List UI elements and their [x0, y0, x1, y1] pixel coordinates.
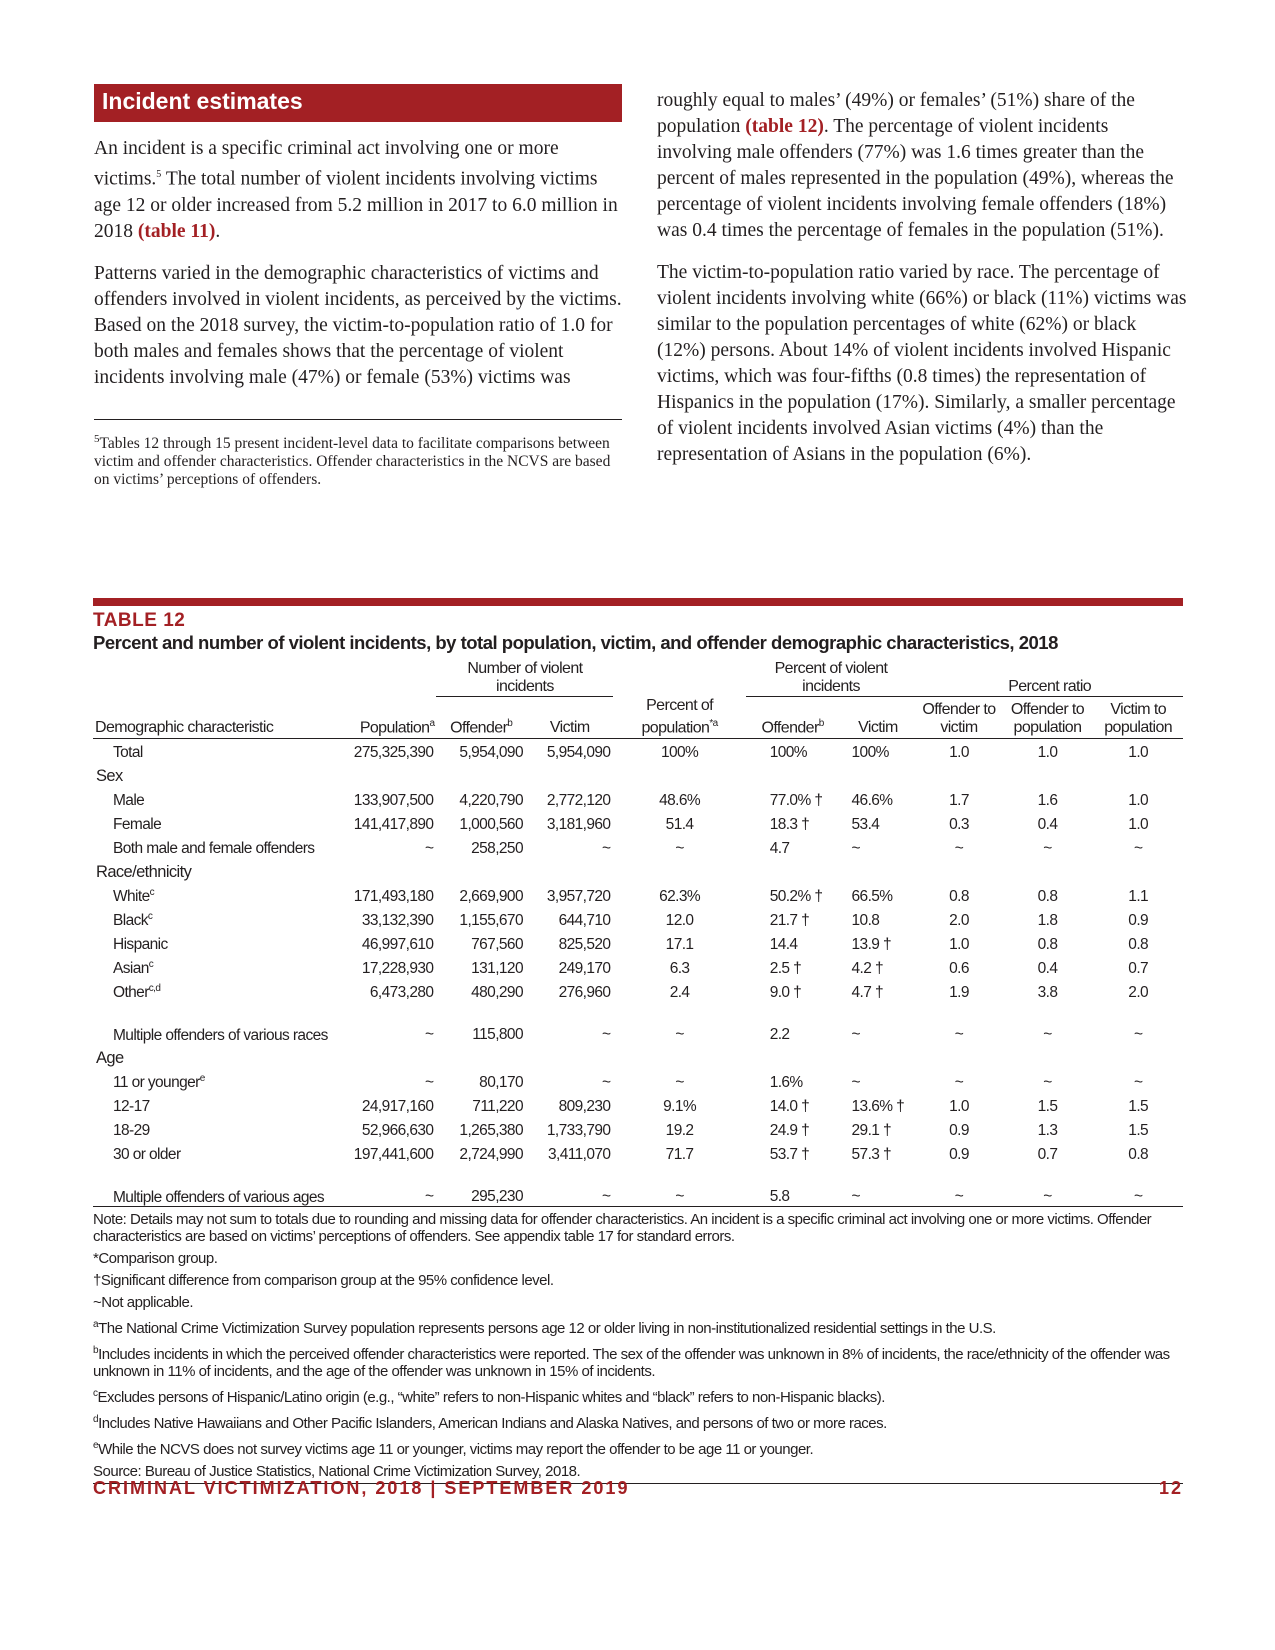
page-number: 12 [1158, 1478, 1183, 1498]
cell: 1.1 [1128, 888, 1149, 906]
table-note: Note: Details may not sum to totals due to rounding and missing data for offender characteristics. An incident is a specific criminal act involving one or more victims. Offender characteristics are based on victims’ perceptions of offenders. See appendix table 17 for standard errors. [93, 1210, 1152, 1245]
cell: ~ [851, 840, 860, 858]
cell [916, 1044, 1001, 1068]
row-label: Multiple offenders of various races [113, 1027, 328, 1045]
cell: ~ [675, 1074, 684, 1092]
table-row [93, 930, 1183, 954]
cell: 2.2 [769, 1026, 790, 1044]
cell: 33,132,390 [361, 912, 434, 930]
cell [916, 858, 1001, 882]
cell: 51.4 [665, 816, 694, 834]
row-label: 30 or older [113, 1146, 181, 1164]
cell: 0.8 [949, 888, 969, 906]
cell: 295,230 [436, 1164, 526, 1206]
table-row [93, 1116, 1183, 1140]
cell: 5,954,090 [459, 744, 523, 762]
cell: 3,411,070 [548, 1146, 611, 1164]
cell: 4,220,790 [459, 792, 523, 810]
section-row [93, 762, 1183, 786]
cell: 6.3 [669, 960, 690, 978]
cell: 2,669,900 [459, 888, 523, 906]
text: The total number of violent incidents involving victims age 12 or older increased from 5.2 million in 2017 to 6.0 million in 2018 [94, 168, 618, 242]
cell: 1.0 [1128, 816, 1149, 834]
cell [1002, 858, 1094, 882]
col-offender-to-victim: Offender to victim [916, 697, 1001, 739]
cell: 2.0 [1128, 984, 1149, 1002]
cell: 4.7 † [851, 984, 884, 1002]
cell: 1,733,790 [546, 1122, 611, 1140]
row-label: Multiple offenders of various ages [93, 1164, 340, 1206]
cell [1093, 1044, 1183, 1068]
col-offender-to-population: Offender to population [1002, 697, 1094, 739]
paragraph [657, 88, 1187, 244]
cell: 1.0 [949, 1098, 969, 1116]
cell: ~ [675, 840, 684, 858]
cell: 1.0 [1037, 744, 1058, 762]
cell: ~ [916, 1164, 1001, 1206]
cell [840, 1044, 917, 1068]
cell: 1.6 [1037, 792, 1058, 810]
col-offender-number: Offender$^b$ [436, 697, 526, 739]
cell: 14.4 [769, 936, 798, 954]
cell: 644,710 [558, 912, 611, 930]
cell: 1.7 [949, 792, 969, 810]
cell: 131,120 [471, 960, 523, 978]
cell: ~ [1043, 1026, 1052, 1044]
row-label: Asian$^c$ [113, 959, 154, 978]
cell [840, 762, 917, 786]
cell: 17,228,930 [361, 960, 434, 978]
row-label: Both male and female offenders [113, 840, 315, 858]
text: . The percentage of violent incidents involving male offenders (77%) was 1.6 times greater than the percent of males represented in the population (49%), whereas the percentage of violent incidents involving female offenders (18%) was 0.4 times the percentage of females in the population (51%). [657, 116, 1174, 241]
cell: 3,181,960 [546, 816, 611, 834]
cell: 46.6% [851, 792, 893, 810]
ratio-group-header: Percent ratio [916, 660, 1183, 697]
cell: ~ [601, 840, 611, 858]
cell: ~ [424, 840, 434, 858]
cell: 17.1 [665, 936, 694, 954]
table-note: $^c$Excludes persons of Hispanic/Latino origin (e.g., “white” refers to non-Hispanic whites and “black” refers to non-Hispanic blacks). [93, 1387, 885, 1406]
cell [613, 762, 745, 786]
cell: 100% [851, 744, 889, 762]
cell [436, 762, 526, 786]
cell: ~ [851, 1026, 860, 1044]
cell [746, 762, 840, 786]
cell: 24.9 † [769, 1122, 810, 1140]
cell: 5.8 [746, 1164, 840, 1206]
row-label: Age [96, 1049, 124, 1068]
col-population: Population$^a$ [340, 697, 436, 739]
col-victim-to-population: Victim to population [1093, 697, 1183, 739]
cell: 50.2% † [769, 888, 823, 906]
cell: ~ [675, 1026, 684, 1044]
cell: ~ [1133, 840, 1143, 858]
cell: 2,772,120 [546, 792, 611, 810]
cell: ~ [613, 1164, 745, 1206]
cell [1002, 762, 1094, 786]
col-demographic: Demographic characteristic [93, 697, 340, 739]
cell [916, 762, 1001, 786]
text: An incident is a specific criminal act involving one or more victims. [94, 138, 559, 190]
cell: 2.5 † [769, 960, 802, 978]
cell: ~ [1093, 1164, 1183, 1206]
cell: 0.3 [949, 816, 969, 834]
cell: 0.9 [949, 1122, 969, 1140]
table-row [93, 1068, 1183, 1092]
cell: 48.6% [659, 792, 701, 810]
table-row [93, 1140, 1183, 1164]
table-row [93, 1002, 1183, 1044]
row-label: 11 or younger$^e$ [113, 1073, 205, 1092]
paragraph: Patterns varied in the demographic characteristics of victims and offenders involved in violent incidents, as perceived by the victims. Based on the 2018 survey, the victim-to-population ratio of 1.0 for both males and females shows that the percentage of violent incidents involving male (47%) or female (53%) victims was [94, 262, 622, 388]
cell: 6,473,280 [369, 984, 434, 1002]
table-note: $^b$Includes incidents in which the perceived offender characteristics were reported. The sex of the offender was unknown in 8% of incidents, the race/ethnicity of the offender was unknown in 11% of incidents, and the age of the offender was unknown in 15% of incidents. [93, 1344, 1170, 1380]
cell: 0.9 [949, 1146, 969, 1164]
cell: 62.3% [659, 888, 701, 906]
cell: 258,250 [471, 840, 523, 858]
cell: 0.7 [1037, 1146, 1058, 1164]
cell: 0.8 [1037, 936, 1058, 954]
cell: 0.8 [1037, 888, 1058, 906]
row-label: Female [113, 816, 162, 834]
table-row [93, 1164, 1183, 1206]
table-row [93, 1092, 1183, 1116]
table-row [93, 882, 1183, 906]
cell [1093, 858, 1183, 882]
cell: ~ [1002, 1164, 1094, 1206]
cell: 480,290 [471, 984, 523, 1002]
cell [746, 858, 840, 882]
table-12-link[interactable]: (table 12) [745, 116, 824, 137]
cell: 21.7 † [769, 912, 810, 930]
cell [613, 1044, 745, 1068]
cell: 1.5 [1037, 1098, 1058, 1116]
table-note: $^e$While the NCVS does not survey victims age 11 or younger, victims may report the offender to be age 11 or younger. [93, 1439, 814, 1458]
cell: 71.7 [665, 1146, 694, 1164]
cell: ~ [1043, 1074, 1052, 1092]
cell [613, 858, 745, 882]
row-label: White$^c$ [113, 887, 155, 906]
cell: ~ [340, 1164, 436, 1206]
cell: 711,220 [472, 1098, 523, 1116]
row-label: Hispanic [113, 936, 168, 954]
footnote-text: Tables 12 through 15 present incident-level data to facilitate comparisons between victim and offender characteristics. Offender characteristics in the NCVS are based on victims’ perceptions of offenders. [94, 434, 611, 488]
cell [1002, 1044, 1094, 1068]
cell: ~ [1043, 840, 1052, 858]
data-table [93, 660, 1183, 1207]
percent-group-header: Percent of violent incidents [746, 660, 917, 697]
number-group-header: Number of violent incidents [436, 660, 613, 697]
cell: 0.4 [1037, 816, 1058, 834]
section-row [93, 1044, 1183, 1068]
cell: ~ [840, 1164, 917, 1206]
cell: 4.7 [769, 840, 790, 858]
cell: 46,997,610 [361, 936, 434, 954]
paragraph: The victim-to-population ratio varied by race. The percentage of violent incidents involving white (66%) or black (11%) victims was similar to the population percentages of white (62%) or black (12%) persons. About 14% of violent incidents involved Hispanic victims, which was four-fifths (0.8 times) the representation of Hispanics in the population (17%). Similarly, a smaller percentage of violent incidents involved Asian victims (4%) than the representation of Asians in the population (6%). [657, 262, 1187, 465]
table-note: $^a$The National Crime Victimization Survey population represents persons age 12 or older living in non-institutionalized residential settings in the U.S. [93, 1318, 996, 1337]
cell [436, 858, 526, 882]
cell: 18.3 † [769, 816, 810, 834]
left-column [94, 84, 622, 489]
cell [340, 1044, 436, 1068]
cell: 2.0 [949, 912, 969, 930]
cell: 57.3 † [851, 1146, 892, 1164]
table-12 [93, 598, 1183, 1489]
cell: 29.1 † [851, 1122, 892, 1140]
cell: 53.7 † [769, 1146, 810, 1164]
text: roughly equal to males’ (49%) or females’ (51%) share of the population [657, 90, 1135, 137]
row-label: Total [113, 744, 143, 762]
cell: ~ [954, 1074, 964, 1092]
footnote-number: 5 [94, 432, 100, 445]
cell: 0.8 [1128, 936, 1149, 954]
cell: 825,520 [558, 936, 611, 954]
cell [436, 1044, 526, 1068]
col-percent-population: Percent of population$^{*a}$ [613, 697, 745, 739]
table-row [93, 954, 1183, 978]
cell: 1.8 [1037, 912, 1058, 930]
cell: 9.0 † [769, 984, 802, 1002]
cell [1093, 762, 1183, 786]
col-victim-number: Victim [526, 697, 613, 739]
cell: 0.6 [949, 960, 969, 978]
cell: 1,265,380 [459, 1122, 523, 1140]
cell: 115,800 [472, 1026, 523, 1044]
cell: 3,957,720 [546, 888, 611, 906]
row-label: 12-17 [113, 1098, 150, 1116]
table-note: Source: Bureau of Justice Statistics, National Crime Victimization Survey, 2018. [93, 1463, 1183, 1484]
cell: 1.9 [949, 984, 969, 1002]
cell: 5,954,090 [546, 744, 611, 762]
table-rule [93, 598, 1183, 606]
footer-title: CRIMINAL VICTIMIZATION, 2018 | SEPTEMBER 2019 [93, 1478, 630, 1498]
table-title: Percent and number of violent incidents, by total population, victim, and offender demographic characteristics, 2018 [93, 632, 1058, 653]
cell: 171,493,180 [353, 888, 434, 906]
table-row [93, 810, 1183, 834]
cell: ~ [601, 1026, 611, 1044]
cell: 249,170 [558, 960, 611, 978]
cell: 13.9 † [851, 936, 892, 954]
row-label: 18-29 [113, 1122, 150, 1140]
cell: 276,960 [558, 984, 611, 1002]
right-column [657, 88, 1187, 484]
cell [526, 858, 613, 882]
section-row [93, 858, 1183, 882]
section-heading: Incident estimates [94, 84, 622, 122]
table-note: $^d$Includes Native Hawaiians and Other Pacific Islanders, American Indians and Alaska Natives, and persons of two or more races. [93, 1413, 887, 1432]
cell: 53.4 [851, 816, 880, 834]
cell: 1,155,670 [459, 912, 523, 930]
col-offender-percent: Offender$^b$ [746, 697, 840, 739]
row-label: Black$^c$ [113, 911, 153, 930]
cell: 19.2 [665, 1122, 694, 1140]
cell [340, 762, 436, 786]
col-victim-percent: Victim [840, 697, 917, 739]
table-row [93, 738, 1183, 762]
cell: 133,907,500 [353, 792, 434, 810]
page-footer [93, 1478, 1183, 1499]
cell: 52,966,630 [361, 1122, 434, 1140]
cell: 767,560 [471, 936, 523, 954]
cell: ~ [424, 1026, 434, 1044]
cell: 0.7 [1128, 960, 1149, 978]
cell: 1.5 [1128, 1098, 1149, 1116]
table-note: *Comparison group. [93, 1249, 218, 1267]
cell: 1.0 [949, 936, 969, 954]
table-notes [93, 1211, 1183, 1484]
cell: 1,000,560 [459, 816, 523, 834]
cell: 1.5 [1128, 1122, 1149, 1140]
cell: 12.0 [665, 912, 694, 930]
cell: 24,917,160 [361, 1098, 434, 1116]
table-row [93, 906, 1183, 930]
cell: 1.0 [949, 744, 969, 762]
text: . [215, 220, 221, 242]
cell: 10.8 [851, 912, 880, 930]
table-note: ~Not applicable. [93, 1293, 193, 1311]
cell: ~ [954, 1026, 964, 1044]
cell: 0.4 [1037, 960, 1058, 978]
row-label: Race/ethnicity [96, 863, 192, 882]
table-body [93, 738, 1183, 1206]
cell: 197,441,600 [353, 1146, 434, 1164]
cell: 0.9 [1128, 912, 1149, 930]
table-row [93, 834, 1183, 858]
cell: 1.3 [1037, 1122, 1058, 1140]
table-row [93, 978, 1183, 1002]
cell: 2.4 [669, 984, 690, 1002]
cell [746, 1044, 840, 1068]
cell [526, 762, 613, 786]
cell [340, 858, 436, 882]
cell: 3.8 [1037, 984, 1058, 1002]
cell: 13.6% † [851, 1098, 905, 1116]
cell: 14.0 † [769, 1098, 810, 1116]
cell: 9.1% [663, 1098, 697, 1116]
table-row [93, 786, 1183, 810]
paragraph [94, 136, 622, 245]
footnote [94, 419, 622, 489]
cell: 1.0 [1128, 792, 1149, 810]
footnote-ref[interactable]: 5 [156, 169, 162, 180]
cell: 1.6% [769, 1074, 803, 1092]
row-label: Sex [96, 767, 123, 786]
row-label: Other$^{c,d}$ [113, 983, 161, 1002]
cell: 2,724,990 [459, 1146, 523, 1164]
table-11-link[interactable]: (table 11) [137, 220, 216, 242]
cell: 100% [660, 744, 699, 762]
cell: 809,230 [558, 1098, 611, 1116]
cell: ~ [601, 1074, 611, 1092]
cell: ~ [1133, 1074, 1143, 1092]
cell: ~ [526, 1164, 613, 1206]
cell: 0.8 [1128, 1146, 1149, 1164]
cell: 275,325,390 [353, 744, 434, 762]
cell: 80,170 [479, 1074, 523, 1092]
table-label: TABLE 12 [93, 610, 186, 631]
cell: 1.0 [1128, 744, 1149, 762]
cell: ~ [851, 1074, 860, 1092]
cell [526, 1044, 613, 1068]
cell: 77.0% † [769, 792, 823, 810]
row-label: Male [113, 792, 145, 810]
cell [840, 858, 917, 882]
cell: 4.2 † [851, 960, 884, 978]
cell: 66.5% [851, 888, 893, 906]
cell: ~ [424, 1074, 434, 1092]
cell: ~ [1133, 1026, 1143, 1044]
table-note: †Significant difference from comparison group at the 95% confidence level. [93, 1271, 554, 1289]
cell: 141,417,890 [353, 816, 434, 834]
cell: 100% [769, 744, 807, 762]
cell: ~ [954, 840, 964, 858]
